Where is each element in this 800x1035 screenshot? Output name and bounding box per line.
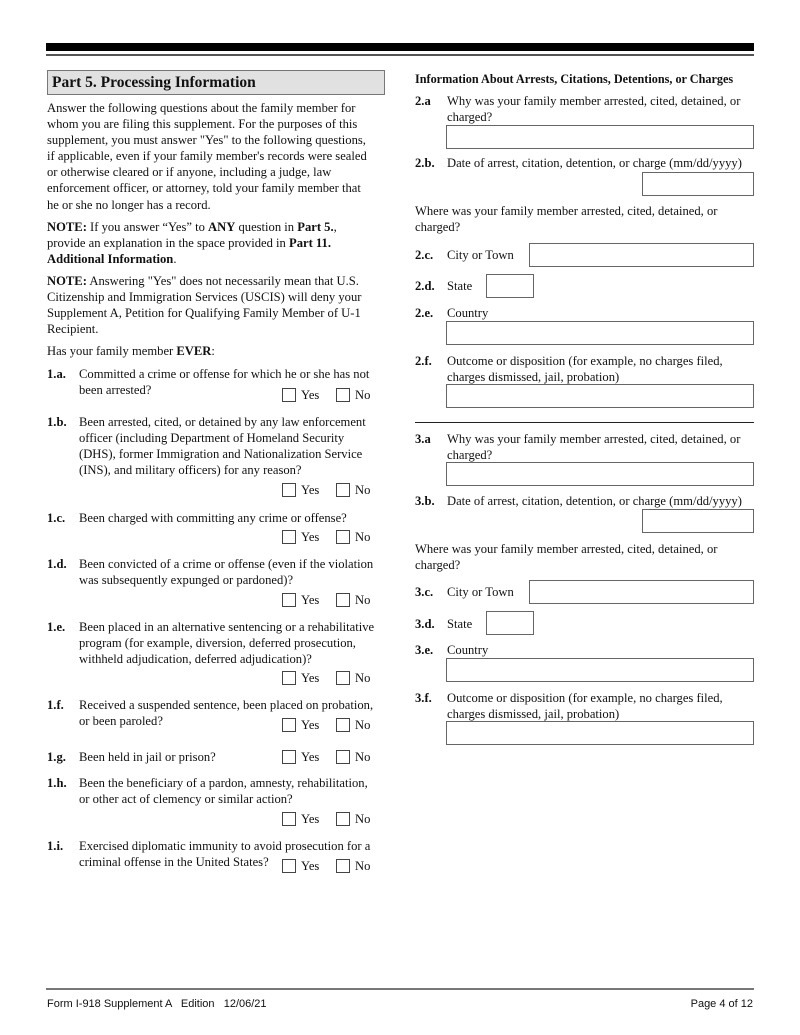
intro-line: supplement, you must answer "Yes" to the following questions,: [47, 133, 366, 148]
no-checkbox[interactable]: [336, 593, 350, 607]
no-label: No: [355, 671, 371, 685]
no-checkbox[interactable]: [336, 718, 350, 732]
field-label: Why was your family member arrested, cited, detained, or charged?: [447, 94, 741, 124]
date-field[interactable]: [642, 172, 754, 196]
field-number: 2.a: [415, 94, 431, 108]
section-divider: [415, 422, 754, 423]
no-label: No: [355, 530, 371, 544]
reason-input[interactable]: [447, 126, 753, 148]
part-5-header: Part 5. Processing Information: [47, 70, 385, 95]
note-emphasis: ANY: [208, 220, 236, 234]
field-label: State: [447, 279, 473, 293]
question-text: Been arrested, cited, or detained by any law enforcement officer (including Department of Homeland Security (DHS), former Immigration and Nationalization Service (INS), and military officers) for any reason?: [79, 415, 366, 477]
intro-line: or otherwise cleared or if anyone, including a judge, law: [47, 165, 332, 180]
intro-line: Answer the following questions about the family member for: [47, 101, 356, 115]
note-text: Supplement A, Petition for Qualifying Family Member of U-1: [47, 306, 361, 321]
field-label: Country: [447, 643, 489, 657]
note-1: [47, 219, 387, 267]
country-field[interactable]: [446, 658, 754, 682]
no-checkbox[interactable]: [336, 671, 350, 685]
intro-line: he or she no longer has a record.: [47, 197, 211, 212]
question-text: Been held in jail or prison?: [79, 750, 216, 764]
intro-line: enforcement officer, or attorney, told your family member that: [47, 181, 361, 196]
field-number: 3.b.: [415, 494, 435, 508]
no-checkbox[interactable]: [336, 859, 350, 873]
no-label: No: [355, 483, 371, 497]
top-rule-thick: [46, 43, 754, 51]
no-checkbox[interactable]: [336, 530, 350, 544]
outcome-input[interactable]: [447, 385, 753, 407]
field-label: Date of arrest, citation, detention, or charge (mm/dd/yyyy): [447, 156, 742, 170]
question-number: 1.c.: [47, 511, 66, 525]
intro-line: if applicable, even if your family member's records were sealed: [47, 149, 367, 164]
field-label: Why was your family member arrested, cited, detained, or charged?: [447, 432, 741, 462]
question-number: 1.d.: [47, 557, 67, 571]
question-text: Been charged with committing any crime or offense?: [79, 511, 347, 525]
question-number: 1.a.: [47, 367, 66, 381]
page-number: Page 4 of 12: [690, 998, 753, 1010]
yes-checkbox[interactable]: [282, 530, 296, 544]
note-text: question in: [235, 220, 298, 234]
note-text: If you answer “Yes” to: [86, 220, 209, 234]
city-input[interactable]: [530, 244, 753, 266]
yes-label: Yes: [301, 593, 320, 607]
yes-checkbox[interactable]: [282, 593, 296, 607]
where-prompt: Where was your family member arrested, cited, detained, or charged?: [415, 542, 718, 572]
state-field[interactable]: [486, 274, 534, 298]
question-text: Committed a crime or offense for which he or she has not been arrested?: [79, 367, 370, 397]
yes-label: Yes: [301, 388, 320, 402]
state-field[interactable]: [486, 611, 534, 635]
field-number: 3.a: [415, 432, 431, 446]
field-number: 2.c.: [415, 248, 434, 262]
note-text: ,: [333, 220, 337, 234]
ever-text: Has your family member: [47, 344, 177, 358]
question-number: 1.b.: [47, 415, 67, 429]
field-number: 3.f.: [415, 691, 432, 705]
no-label: No: [355, 593, 371, 607]
outcome-field[interactable]: [446, 384, 754, 408]
additional-information-reference: Additional Information: [47, 252, 174, 267]
field-label: Outcome or disposition (for example, no charges filed, charges dismissed, jail, probation): [447, 354, 723, 384]
country-field[interactable]: [446, 321, 754, 345]
yes-label: Yes: [301, 859, 320, 873]
no-label: No: [355, 718, 371, 732]
form-edition: Form I-918 Supplement A Edition 12/06/21: [47, 998, 267, 1010]
yes-label: Yes: [301, 483, 320, 497]
note-label: NOTE:: [47, 220, 87, 234]
question-text: Exercised diplomatic immunity to avoid prosecution for a criminal offense in the United States?: [79, 839, 371, 869]
note-text: provide an explanation in the space provided in: [47, 236, 290, 251]
note-text: .: [173, 252, 177, 267]
city-field[interactable]: [529, 243, 754, 267]
country-input[interactable]: [447, 322, 753, 344]
note-text: Citizenship and Immigration Services (USCIS) will deny your: [47, 290, 362, 305]
field-label: City or Town: [447, 585, 514, 599]
yes-label: Yes: [301, 750, 320, 764]
country-input[interactable]: [447, 659, 753, 681]
yes-checkbox[interactable]: [282, 671, 296, 685]
question-text: Been the beneficiary of a pardon, amnesty, rehabilitation, or other act of clemency or similar action?: [79, 776, 368, 806]
note-label: NOTE:: [47, 274, 87, 288]
yes-checkbox[interactable]: [282, 859, 296, 873]
question-number: 1.g.: [47, 750, 66, 764]
note-text: Answering "Yes" does not necessarily mean that U.S.: [86, 274, 359, 288]
question-number: 1.f.: [47, 698, 64, 712]
yes-label: Yes: [301, 718, 320, 732]
where-prompt: Where was your family member arrested, cited, detained, or charged?: [415, 204, 718, 234]
top-rule-thin: [46, 54, 754, 56]
question-text: Been placed in an alternative sentencing or a rehabilitative program (for example, diversion, deferred prosecution, withheld adjudication, deferred adjudication)?: [79, 620, 375, 666]
yes-checkbox[interactable]: [282, 812, 296, 826]
field-label: City or Town: [447, 248, 514, 262]
field-label: Date of arrest, citation, detention, or charge (mm/dd/yyyy): [447, 494, 742, 508]
no-label: No: [355, 388, 371, 402]
yes-label: Yes: [301, 530, 320, 544]
intro-paragraph: [47, 100, 387, 213]
ever-colon: :: [211, 344, 215, 358]
no-label: No: [355, 750, 371, 764]
field-label: State: [447, 617, 473, 631]
note-2: [47, 273, 387, 337]
field-number: 3.e.: [415, 643, 434, 657]
no-checkbox[interactable]: [336, 388, 350, 402]
yes-checkbox[interactable]: [282, 483, 296, 497]
note-text: Recipient.: [47, 322, 99, 337]
field-number: 3.c.: [415, 585, 434, 599]
yes-checkbox[interactable]: [282, 388, 296, 402]
question-text: Been convicted of a crime or offense (even if the violation was subsequently expunged or pardoned)?: [79, 557, 374, 587]
yes-checkbox[interactable]: [282, 750, 296, 764]
yes-label: Yes: [301, 812, 320, 826]
part-11-reference: Part 11.: [289, 236, 331, 251]
field-label: Country: [447, 306, 489, 320]
field-label: Outcome or disposition (for example, no charges filed, charges dismissed, jail, probation): [447, 691, 723, 721]
reason-field[interactable]: [446, 462, 754, 486]
intro-line: whom you are filing this supplement. For the purposes of this: [47, 117, 358, 132]
ever-emphasis: EVER: [176, 344, 212, 358]
part-5-reference: Part 5.: [297, 220, 334, 234]
city-field[interactable]: [529, 580, 754, 604]
no-checkbox[interactable]: [336, 750, 350, 764]
field-number: 2.d.: [415, 279, 435, 293]
field-number: 2.f.: [415, 354, 432, 368]
arrests-heading: Information About Arrests, Citations, Detentions, or Charges: [415, 72, 734, 86]
state-input[interactable]: [487, 275, 533, 297]
field-number: 2.e.: [415, 306, 434, 320]
field-number: 3.d.: [415, 617, 435, 631]
question-text: Received a suspended sentence, been placed on probation, or been paroled?: [79, 698, 374, 728]
no-label: No: [355, 859, 371, 873]
outcome-input[interactable]: [447, 722, 753, 744]
question-number: 1.h.: [47, 776, 67, 790]
city-input[interactable]: [530, 581, 753, 603]
outcome-field[interactable]: [446, 721, 754, 745]
yes-checkbox[interactable]: [282, 718, 296, 732]
footer-rule: [46, 988, 754, 990]
no-checkbox[interactable]: [336, 812, 350, 826]
date-input[interactable]: [643, 510, 753, 532]
reason-input[interactable]: [447, 463, 753, 485]
question-number: 1.e.: [47, 620, 66, 634]
reason-field[interactable]: [446, 125, 754, 149]
ever-prompt: [47, 343, 387, 359]
question-number: 1.i.: [47, 839, 64, 853]
no-checkbox[interactable]: [336, 483, 350, 497]
field-number: 2.b.: [415, 156, 435, 170]
state-input[interactable]: [487, 612, 533, 634]
yes-label: Yes: [301, 671, 320, 685]
date-input[interactable]: [643, 173, 753, 195]
date-field[interactable]: [642, 509, 754, 533]
no-label: No: [355, 812, 371, 826]
